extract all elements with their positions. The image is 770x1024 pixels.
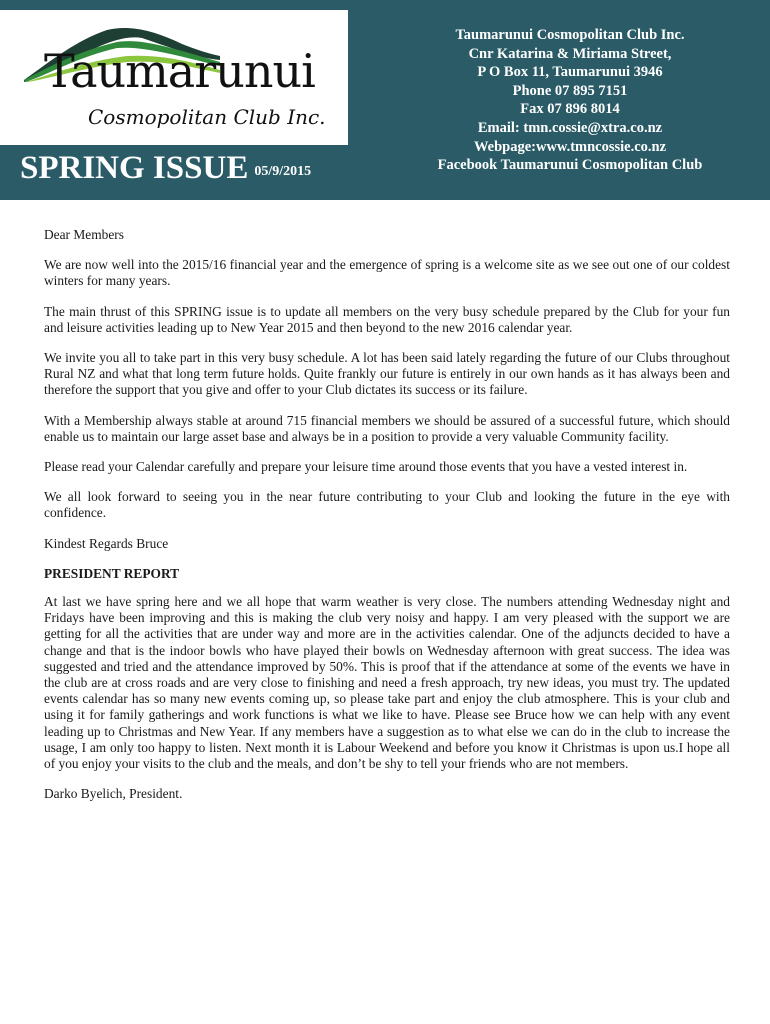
logo-wordmark: Taumarunui — [44, 44, 315, 98]
issue-date: 05/9/2015 — [254, 164, 312, 179]
letter-paragraph: We are now well into the 2015/16 financial year and the emergence of spring is a welcome site as we see out one of our coldest winters for many years. — [44, 257, 730, 289]
letter-paragraph: We all look forward to seeing you in the near future contributing to your Club and looking the future in the eye with confidence. — [44, 489, 730, 521]
contact-webpage: Webpage:www.tmncossie.co.nz — [473, 138, 667, 155]
president-signature: Darko Byelich, President. — [44, 786, 183, 802]
contact-facebook: Facebook Taumarunui Cosmopolitan Club — [437, 157, 703, 174]
contact-org: Taumarunui Cosmopolitan Club Inc. — [455, 27, 685, 43]
letter-paragraph: With a Membership always stable at around 715 financial members we should be assured of a successful future, which should enable us to maintain our large asset base and always be in a position to provide a very valuable Community facility. — [44, 412, 730, 444]
newsletter-body — [44, 227, 730, 816]
letter-signoff: Kindest Regards Bruce — [44, 535, 169, 551]
issue-title — [20, 152, 311, 185]
contact-po-box: P O Box 11, Taumarunui 3946 — [477, 64, 663, 81]
club-logo — [0, 10, 348, 145]
logo-subtitle: Cosmopolitan Club Inc. — [88, 105, 326, 129]
letter-paragraph: The main thrust of this SPRING issue is to update all members on the very busy schedule prepared by the Club for your fun and leisure activities leading up to New Year 2015 and then beyond to the new 2016 calendar year. — [44, 303, 730, 335]
president-report-heading: PRESIDENT REPORT — [44, 565, 180, 581]
salutation: Dear Members — [44, 227, 124, 242]
contact-fax: Fax 07 896 8014 — [520, 101, 620, 118]
contact-email: Email: tmn.cossie@xtra.co.nz — [477, 119, 663, 136]
letter-paragraph: We invite you all to take part in this very busy schedule. A lot has been said lately regarding the future of our Clubs throughout Rural NZ and what that long term future holds. Quite frankly our future is entirely in our own hands as it has always been and therefore the support that you give and offer to your Club dictates its success or its failure. — [44, 350, 730, 398]
letter-paragraph: Please read your Calendar carefully and prepare your leisure time around those events that you have a vested interest in. — [44, 459, 688, 475]
contact-address: Cnr Katarina & Miriama Street, — [468, 45, 672, 62]
contact-phone: Phone 07 895 7151 — [512, 82, 628, 99]
president-report-body: At last we have spring here and we all hope that warm weather is very close. The numbers attending Wednesday night and Fridays have been improving and this is making the club very noisy and happy. I am very pleased with the support we are getting for all the activities that are under way and more are in the activities calendar. One of the adjuncts decided to have a change and that is the indoor bowls who have played their bowls on Wednesday afternoon with great success. The idea was suggested and tried and the attendance improved by 50%. This is proof that if the attendance at some of the events we have in the club are at cross roads and are very close to finishing and need a fresh approach, try new ideas, you must try. The updated events calendar has so many new events coming up, so please take part and enjoy the club atmosphere. This is your club and using it for family gatherings and work functions is what we like to have. Please see Bruce how we can help with any event leading up to Christmas and New Year. If any members have a suggestion as to what else we can do in the club to increase the usage, I am only too happy to listen. Next month it is Labour Weekend and before you know it Christmas is upon us.I hope all of you enjoy your visits to the club and the meals, and don’t be shy to tell your friends who are not members. — [44, 594, 730, 772]
issue-title-text: SPRING ISSUE — [20, 150, 249, 186]
header-band — [0, 0, 770, 200]
contact-block — [400, 26, 740, 175]
